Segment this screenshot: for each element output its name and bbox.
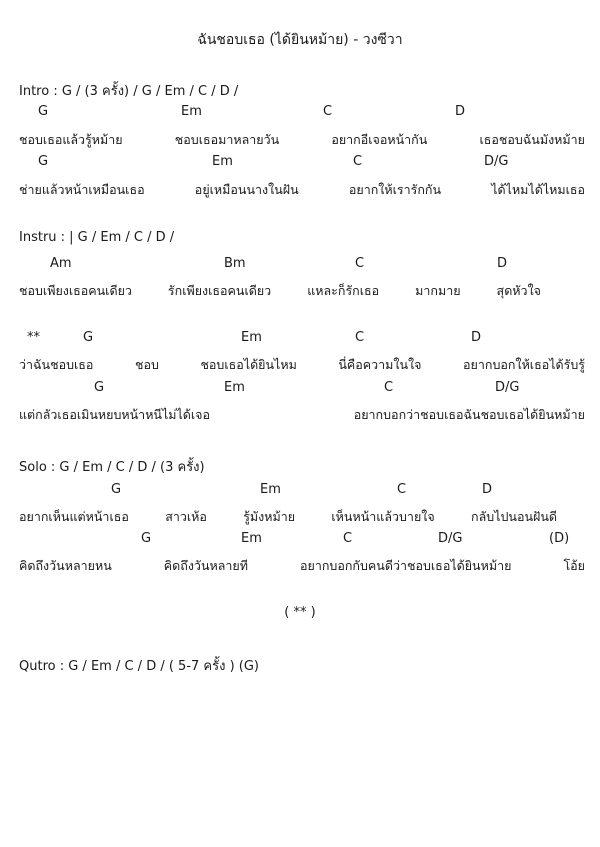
chord: Em — [241, 531, 262, 546]
verse1-lyric-1: ชอบเธอแล้วรู้หม้าย ชอบเธอมาหลายวัน อยากอีเจอหน้ากัน เธอชอบฉันมังหม้าย — [19, 132, 585, 147]
chord: G — [94, 380, 105, 395]
verse2-chord-row-1 — [0, 256, 600, 274]
instru-line: Instru : | G / Em / C / D / — [19, 230, 175, 245]
chord: C — [353, 154, 363, 169]
chord: Am — [50, 256, 72, 271]
verse1-chord-row-2 — [0, 154, 600, 172]
chord: C — [384, 380, 394, 395]
chord: (D) — [549, 531, 570, 546]
chord: D/G — [438, 531, 463, 546]
chord: G — [111, 482, 122, 497]
chord: D/G — [484, 154, 509, 169]
verse3-lyric-1: อยากเห็นแต่หน้าเธอ สาวเห้อ รู้มังหม้าย เห็นหน้าแล้วบายใจ กลับไปนอนฝันดี — [19, 509, 557, 524]
chorus-lyric-1: ว่าฉันชอบเธอ ชอบ ชอบเธอได้ยินไหม นี่คือความในใจ อยากบอกให้เธอได้รับรู้ — [19, 357, 585, 372]
chord: C — [323, 104, 333, 119]
chord: Em — [260, 482, 281, 497]
chorus-lyric-2: แต่กลัวเธอเมินหยบหน้าหนีไม่ได้เจอ อยากบอกว่าชอบเธอฉันชอบเธอได้ยินหม้าย — [19, 407, 585, 422]
chorus-chord-row-1 — [0, 330, 600, 348]
chord: C — [343, 531, 353, 546]
chord: Em — [212, 154, 233, 169]
chord: G — [83, 330, 94, 345]
verse3-chord-row-2 — [0, 531, 600, 549]
chord: D — [471, 330, 482, 345]
song-title: ฉันชอบเธอ (ได้ยินหม้าย) - วงซีวา — [197, 32, 403, 48]
verse1-chord-row-1 — [0, 104, 600, 122]
verse2-lyric-1: ชอบเพียงเธอคนเดียว รักเพียงเธอคนเดียว แหละก็รักเธอ มากมาย สุดหัวใจ — [19, 283, 541, 298]
chord: D — [482, 482, 493, 497]
chord: Bm — [224, 256, 246, 271]
chord: D/G — [495, 380, 520, 395]
outro-line: Qutro : G / Em / C / D / ( 5-7 ครั้ง ) (G) — [19, 659, 259, 674]
chord: D — [497, 256, 508, 271]
solo-line: Solo : G / Em / C / D / (3 ครั้ง) — [19, 460, 205, 475]
verse3-lyric-2: คิดถึงวันหลายหน คิดถึงวันหลายที อยากบอกกับคนดีว่าชอบเธอได้ยินหม้าย โอ้ย — [19, 558, 585, 573]
verse3-chord-row-1 — [0, 482, 600, 500]
chord: Em — [224, 380, 245, 395]
chorus-chord-row-2 — [0, 380, 600, 398]
verse1-lyric-2: ช่ายแล้วหน้าเหมือนเธอ อยู่เหมือนนางในฝัน อยากให้เรารักกัน ได้ไหมได้ไหมเธอ — [19, 182, 585, 197]
chord: G — [38, 154, 49, 169]
chord: C — [355, 256, 365, 271]
chord: G — [38, 104, 49, 119]
chord: C — [355, 330, 365, 345]
repeat-chorus-marker: ( ** ) — [284, 605, 316, 620]
chord: C — [397, 482, 407, 497]
chord: G — [141, 531, 152, 546]
chord: Em — [181, 104, 202, 119]
chorus-marker: ** — [27, 330, 40, 345]
chord: Em — [241, 330, 262, 345]
intro-line: Intro : G / (3 ครั้ง) / G / Em / C / D / — [19, 84, 239, 99]
chord: D — [455, 104, 466, 119]
